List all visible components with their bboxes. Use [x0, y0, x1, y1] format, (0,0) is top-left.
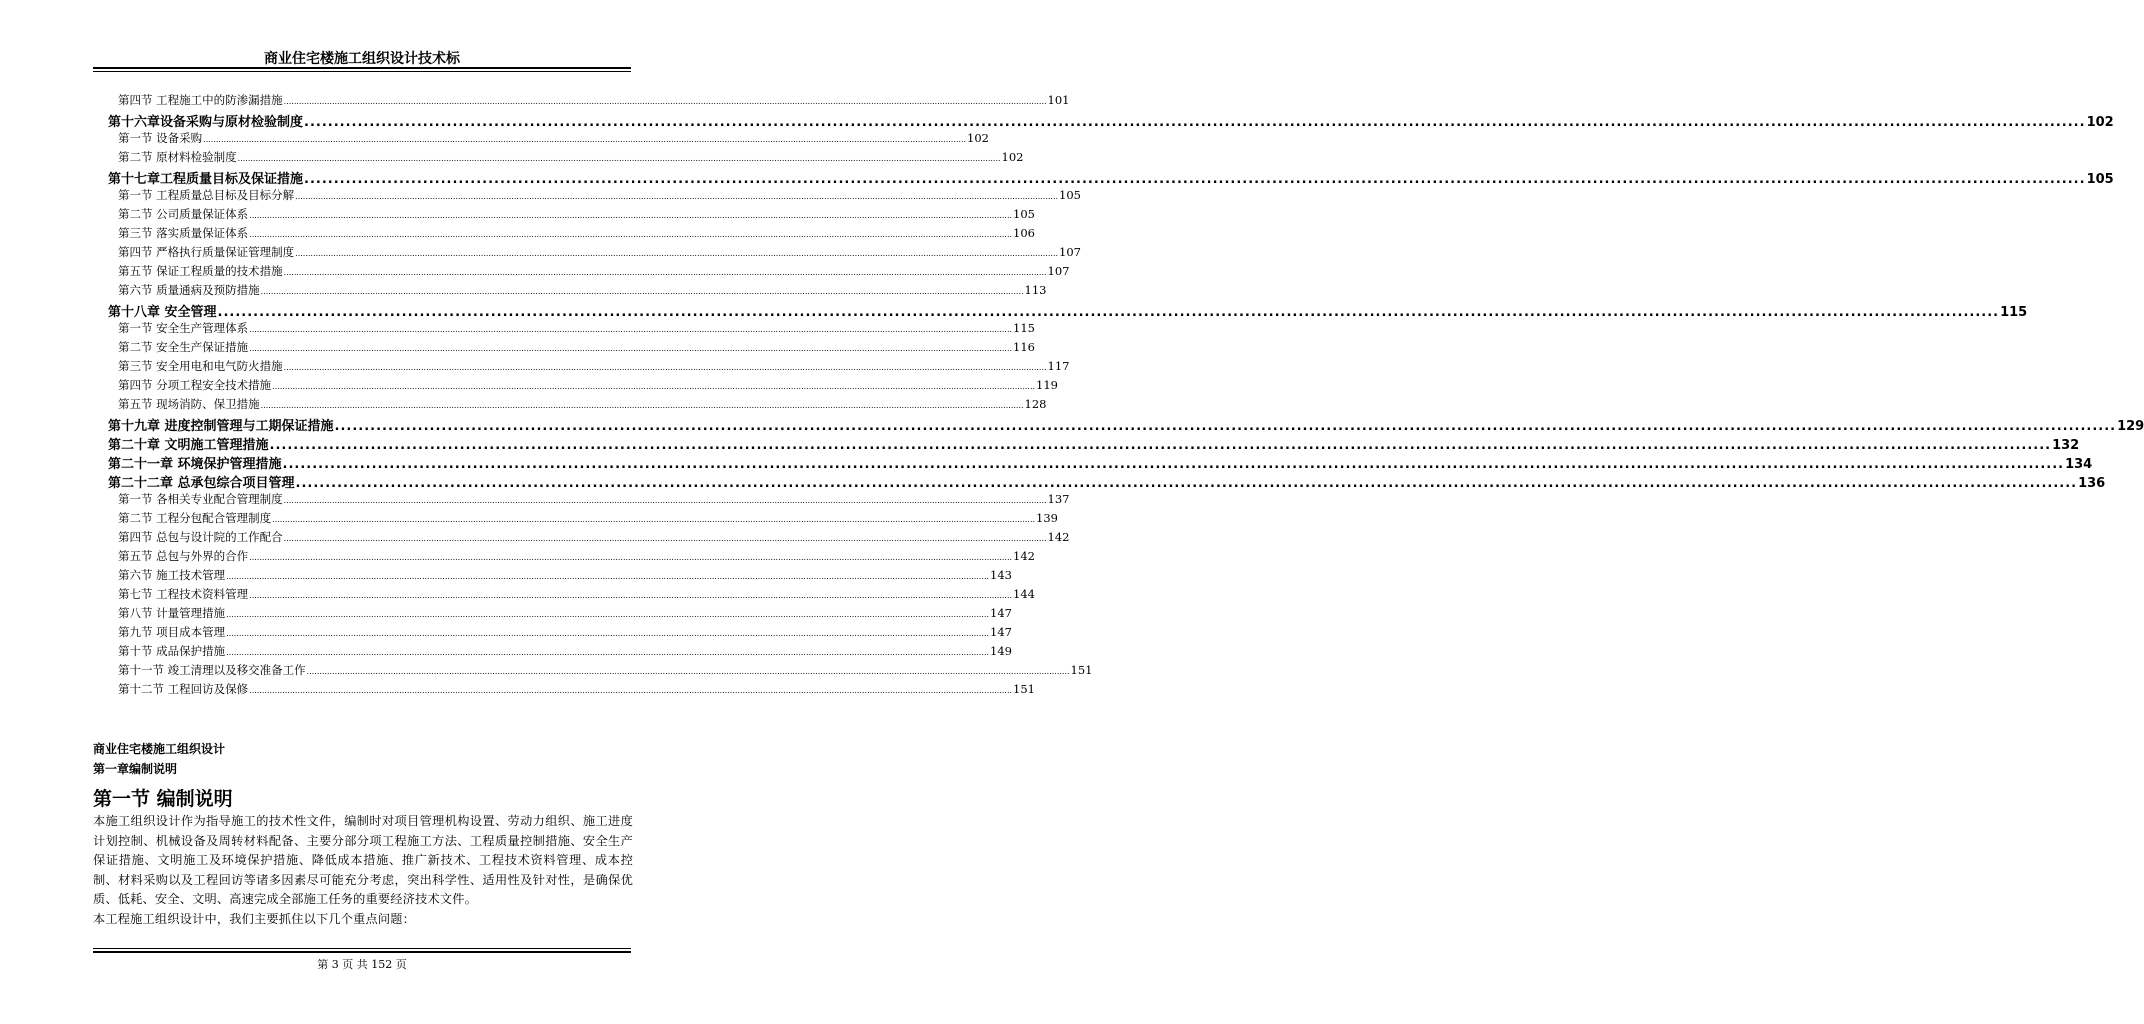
toc-dot-leader: ............................................................................................................................................................................................................................................................................................................	[226, 629, 990, 638]
toc-entry-label: 第十一节 竣工清理以及移交准备工作	[118, 663, 306, 677]
toc-dot-leader: ............................................................................................................................................................................................................................................................................................................	[260, 287, 1024, 296]
toc-entry-page: 128	[1024, 397, 1047, 411]
toc-entry-page: 132	[2052, 438, 2080, 453]
toc-entry-page: 107	[1047, 264, 1070, 278]
toc-dot-leader: ............................................................................................................................................................................................................................................................................................................	[295, 192, 1059, 201]
toc-entry-label: 第四节 总包与设计院的工作配合	[118, 530, 283, 544]
toc-section-entry[interactable]	[118, 282, 1047, 300]
toc-entry-page: 144	[1013, 587, 1035, 601]
toc-entry-page: 149	[990, 644, 1012, 658]
toc-entry-label: 第二节 工程分包配合管理制度	[118, 511, 272, 525]
toc-section-entry[interactable]	[118, 586, 1035, 604]
toc-dot-leader: ............................................................................................................................................................................................................................................................................................................	[295, 476, 2078, 491]
toc-section-entry[interactable]	[118, 320, 1035, 338]
toc-entry-page: 115	[2000, 305, 2028, 320]
toc-entry-label: 第二十二章 总承包综合项目管理	[108, 476, 295, 491]
toc-entry-page: 151	[1070, 663, 1093, 677]
toc-dot-leader: ............................................................................................................................................................................................................................................................................................................	[283, 363, 1047, 372]
footer-rule-thin	[93, 948, 631, 949]
page-number: 第 3 页 共 152 页	[317, 958, 407, 971]
toc-dot-leader: ............................................................................................................................................................................................................................................................................................................	[249, 344, 1013, 353]
toc-section-entry[interactable]	[118, 491, 1070, 509]
toc-section-entry[interactable]	[118, 358, 1070, 376]
toc-entry-page: 129	[2117, 419, 2144, 434]
toc-entry-page: 105	[1013, 207, 1035, 221]
toc-entry-label: 第二十章 文明施工管理措施	[108, 438, 269, 453]
toc-entry-label: 第二节 公司质量保证体系	[118, 207, 249, 221]
toc-entry-page: 147	[990, 606, 1012, 620]
toc-section-entry[interactable]	[118, 187, 1081, 205]
toc-entry-label: 第二节 原材料检验制度	[118, 150, 237, 164]
toc-dot-leader: ............................................................................................................................................................................................................................................................................................................	[306, 667, 1070, 676]
toc-entry-label: 第一节 设备采购	[118, 131, 203, 145]
toc-entry-label: 第七节 工程技术资料管理	[118, 587, 249, 601]
toc-section-entry[interactable]	[118, 377, 1058, 395]
toc-entry-page: 113	[1024, 283, 1047, 297]
toc-section-entry[interactable]	[118, 548, 1035, 566]
toc-entry-label: 第五节 现场消防、保卫措施	[118, 397, 260, 411]
toc-entry-page: 151	[1013, 682, 1035, 696]
toc-section-entry[interactable]	[118, 643, 1012, 661]
toc-entry-label: 第三节 安全用电和电气防火措施	[118, 359, 283, 373]
toc-entry-label: 第二节 安全生产保证措施	[118, 340, 249, 354]
toc-section-entry[interactable]	[118, 681, 1035, 699]
toc-entry-label: 第一节 各相关专业配合管理制度	[118, 492, 283, 506]
toc-dot-leader: ............................................................................................................................................................................................................................................................................................................	[295, 249, 1059, 258]
toc-dot-leader: ............................................................................................................................................................................................................................................................................................................	[304, 172, 2086, 187]
toc-dot-leader: ............................................................................................................................................................................................................................................................................................................	[283, 534, 1047, 543]
toc-entry-label: 第五节 总包与外界的合作	[118, 549, 249, 563]
toc-entry-label: 第十九章 进度控制管理与工期保证措施	[108, 419, 334, 434]
toc-section-entry[interactable]	[118, 244, 1081, 262]
toc-chapter-entry[interactable]	[108, 434, 2080, 454]
toc-entry-label: 第四节 严格执行质量保证管理制度	[118, 245, 295, 259]
toc-dot-leader: ............................................................................................................................................................................................................................................................................................................	[283, 268, 1047, 277]
toc-dot-leader: ............................................................................................................................................................................................................................................................................................................	[249, 591, 1013, 600]
toc-section-entry[interactable]	[118, 510, 1058, 528]
toc-entry-label: 第二十一章 环境保护管理措施	[108, 457, 282, 472]
toc-entry-label: 第九节 项目成本管理	[118, 625, 226, 639]
toc-dot-leader: ............................................................................................................................................................................................................................................................................................................	[334, 419, 2117, 434]
toc-chapter-entry[interactable]	[108, 168, 2114, 188]
header-rule-thin	[93, 71, 631, 72]
toc-dot-leader: ............................................................................................................................................................................................................................................................................................................	[282, 457, 2065, 472]
toc-dot-leader: ............................................................................................................................................................................................................................................................................................................	[272, 515, 1036, 524]
footer-rule-thick	[93, 951, 631, 953]
toc-entry-page: 115	[1013, 321, 1035, 335]
toc-entry-page: 143	[990, 568, 1012, 582]
toc-entry-label: 第十七章工程质量目标及保证措施	[108, 172, 304, 187]
toc-entry-label: 第六节 质量通病及预防措施	[118, 283, 260, 297]
toc-dot-leader: ............................................................................................................................................................................................................................................................................................................	[226, 610, 990, 619]
toc-entry-label: 第八节 计量管理措施	[118, 606, 226, 620]
toc-section-entry[interactable]	[118, 263, 1070, 281]
toc-section-entry[interactable]	[118, 149, 1024, 167]
toc-chapter-entry[interactable]	[108, 301, 2028, 321]
toc-entry-page: 105	[2086, 172, 2114, 187]
toc-entry-page: 137	[1047, 492, 1070, 506]
toc-section-entry[interactable]	[118, 206, 1035, 224]
toc-entry-page: 117	[1047, 359, 1070, 373]
toc-section-entry[interactable]	[118, 225, 1035, 243]
header-rule-thick	[93, 67, 631, 69]
body-paragraph: 本工程施工组织设计中，我们主要抓住以下几个重点问题：	[93, 911, 416, 926]
toc-dot-leader: ............................................................................................................................................................................................................................................................................................................	[217, 305, 2000, 320]
toc-entry-label: 第五节 保证工程质量的技术措施	[118, 264, 283, 278]
toc-entry-label: 第一节 安全生产管理体系	[118, 321, 249, 335]
toc-dot-leader: ............................................................................................................................................................................................................................................................................................................	[203, 135, 967, 144]
toc-entry-label: 第十节 成品保护措施	[118, 644, 226, 658]
toc-entry-label: 第一节 工程质量总目标及目标分解	[118, 188, 295, 202]
toc-entry-page: 142	[1047, 530, 1070, 544]
toc-entry-page: 119	[1036, 378, 1058, 392]
toc-dot-leader: ............................................................................................................................................................................................................................................................................................................	[249, 230, 1013, 239]
body-text	[93, 812, 633, 929]
toc-dot-leader: ............................................................................................................................................................................................................................................................................................................	[249, 211, 1013, 220]
toc-entry-label: 第十八章 安全管理	[108, 305, 217, 320]
toc-entry-page: 134	[2065, 457, 2093, 472]
toc-chapter-entry[interactable]	[108, 472, 2106, 492]
toc-entry-page: 116	[1013, 340, 1035, 354]
toc-entry-page: 136	[2078, 476, 2106, 491]
toc-entry-page: 102	[1001, 150, 1024, 164]
toc-dot-leader: ............................................................................................................................................................................................................................................................................................................	[226, 572, 990, 581]
toc-dot-leader: ............................................................................................................................................................................................................................................................................................................	[304, 115, 2086, 130]
document-title: 商业住宅楼施工组织设计	[93, 742, 226, 756]
toc-entry-label: 第四节 分项工程安全技术措施	[118, 378, 272, 392]
toc-section-entry[interactable]	[118, 662, 1093, 680]
toc-dot-leader: ............................................................................................................................................................................................................................................................................................................	[269, 438, 2052, 453]
toc-entry-label: 第十六章设备采购与原材检验制度	[108, 115, 304, 130]
toc-section-entry[interactable]	[118, 605, 1012, 623]
body-paragraph: 本施工组织设计作为指导施工的技术性文件，编制时对项目管理机构设置、劳动力组织、施工进度计划控制、机械设备及周转材料配备、主要分部分项工程施工方法、工程质量控制措施、安全生产保证措施、文明施工及环境保护措施、降低成本措施、推广新技术、工程技术资料管理、成本控制、材料采购以及工程回访等诸多因素尽可能充分考虑，突出科学性、适用性及针对性，是确保优质、低耗、安全、文明、高速完成全部施工任务的重要经济技术文件。	[93, 814, 633, 906]
toc-entry-page: 142	[1013, 549, 1035, 563]
section-heading: 第一节 编制说明	[93, 788, 233, 810]
toc-entry-page: 101	[1047, 93, 1070, 107]
toc-section-entry[interactable]	[118, 396, 1047, 414]
toc-dot-leader: ............................................................................................................................................................................................................................................................................................................	[226, 648, 990, 657]
toc-section-entry[interactable]	[118, 92, 1070, 110]
toc-entry-label: 第三节 落实质量保证体系	[118, 226, 249, 240]
toc-chapter-entry[interactable]	[108, 415, 2144, 435]
toc-dot-leader: ............................................................................................................................................................................................................................................................................................................	[272, 382, 1036, 391]
toc-entry-page: 105	[1059, 188, 1081, 202]
toc-entry-page: 102	[2086, 115, 2114, 130]
chapter-title: 第一章编制说明	[93, 762, 178, 776]
toc-entry-label: 第四节 工程施工中的防渗漏措施	[118, 93, 283, 107]
toc-section-entry[interactable]	[118, 567, 1012, 585]
toc-section-entry[interactable]	[118, 130, 989, 148]
toc-dot-leader: ............................................................................................................................................................................................................................................................................................................	[249, 686, 1013, 695]
toc-section-entry[interactable]	[118, 339, 1035, 357]
toc-dot-leader: ............................................................................................................................................................................................................................................................................................................	[260, 401, 1024, 410]
toc-dot-leader: ............................................................................................................................................................................................................................................................................................................	[237, 154, 1001, 163]
toc-entry-page: 107	[1059, 245, 1081, 259]
toc-dot-leader: ............................................................................................................................................................................................................................................................................................................	[249, 325, 1013, 334]
toc-dot-leader: ............................................................................................................................................................................................................................................................................................................	[283, 97, 1047, 106]
toc-entry-label: 第六节 施工技术管理	[118, 568, 226, 582]
header-title: 商业住宅楼施工组织设计技术标	[264, 51, 460, 67]
toc-entry-page: 139	[1036, 511, 1058, 525]
toc-section-entry[interactable]	[118, 624, 1012, 642]
toc-dot-leader: ............................................................................................................................................................................................................................................................................................................	[283, 496, 1047, 505]
toc-entry-page: 106	[1013, 226, 1035, 240]
toc-entry-page: 147	[990, 625, 1012, 639]
toc-entry-label: 第十二节 工程回访及保修	[118, 682, 249, 696]
toc-dot-leader: ............................................................................................................................................................................................................................................................................................................	[249, 553, 1013, 562]
toc-chapter-entry[interactable]	[108, 453, 2093, 473]
toc-section-entry[interactable]	[118, 529, 1070, 547]
toc-chapter-entry[interactable]	[108, 111, 2114, 131]
toc-entry-page: 102	[967, 131, 989, 145]
